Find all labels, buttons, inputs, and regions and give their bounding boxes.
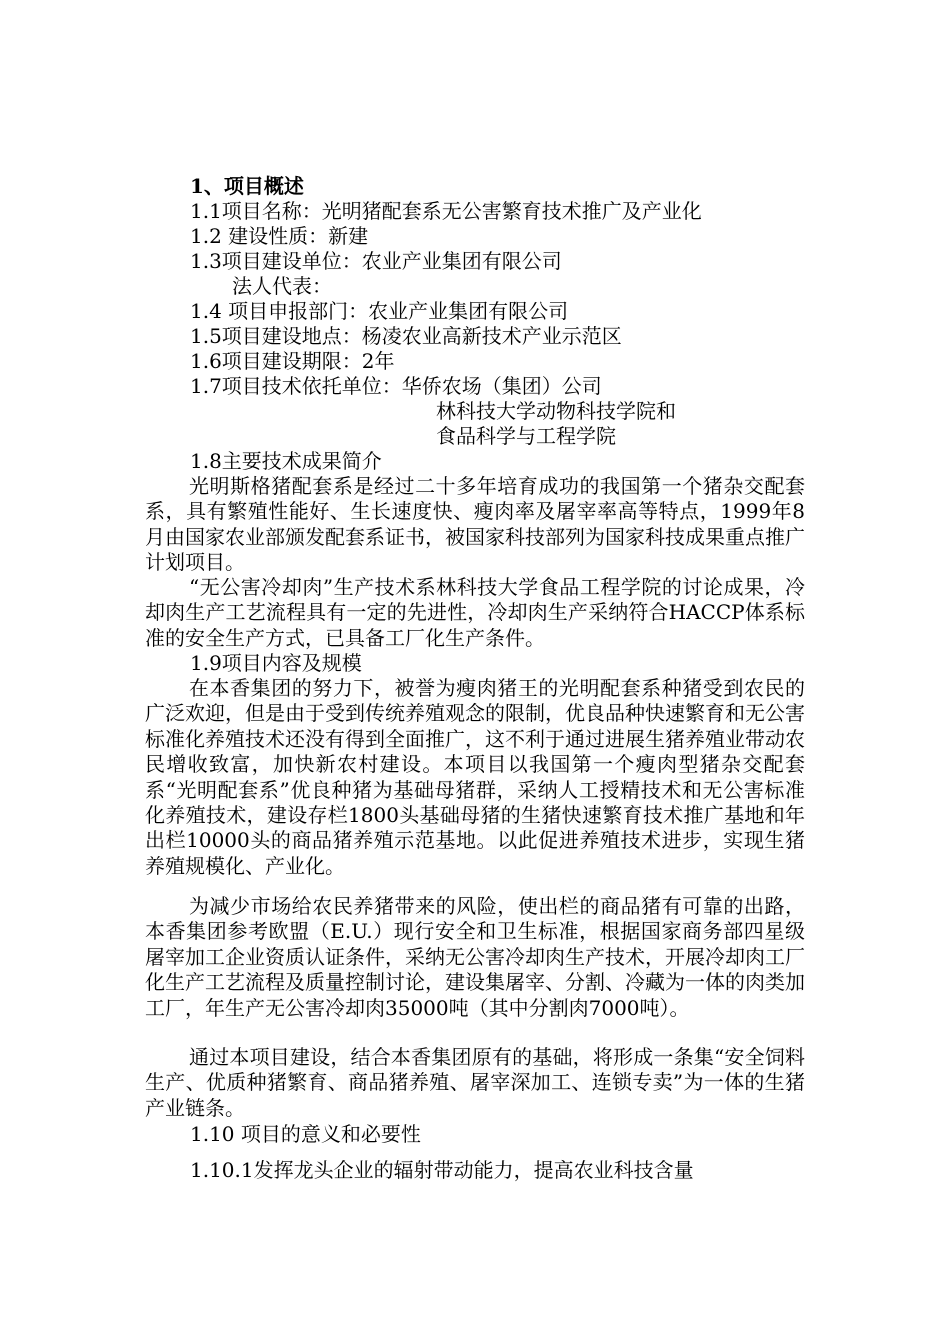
content-scale-heading: 1.9项目内容及规模 <box>190 651 362 675</box>
content-paragraph-2: 为减少市场给农民养猪带来的风险，使出栏的商品猪有可靠的出路，本香集团参考欧盟（E.U.）现行安全和卫生标准，根据国家商务部四星级屠宰加工企业资质认证条件，采纳无公害冷却肉生产技术，开展冷却肉工厂化生产工艺流程及质量控制讨论，建设集屠宰、分割、冷藏为一体的肉类加工厂，年生产无公害冷却肉35000吨（其中分割肉7000吨）。 <box>145 894 805 1020</box>
construction-nature-line: 1.2 建设性质：新建 <box>190 224 369 248</box>
achievements-heading: 1.8主要技术成果简介 <box>190 449 382 473</box>
project-name-line: 1.1项目名称：光明猪配套系无公害繁育技术推广及产业化 <box>190 199 702 223</box>
section-heading: 1、项目概述 <box>190 174 304 198</box>
technical-support-unit-line: 1.7项目技术依托单位：华侨农场（集团）公司 <box>190 374 602 398</box>
legal-representative-line: 法人代表： <box>232 274 332 298</box>
content-paragraph-3: 通过本项目建设，结合本香集团原有的基础，将形成一条集“安全饲料生产、优质种猪繁育、商品猪养殖、屠宰深加工、连锁专卖”为一体的生猪产业链条。 <box>145 1045 805 1120</box>
construction-unit-line: 1.3项目建设单位：农业产业集团有限公司 <box>190 249 562 273</box>
content-paragraph-1: 在本香集团的努力下，被誉为瘦肉猪王的光明配套系种猪受到农民的广泛欢迎，但是由于受到传统养殖观念的限制，优良品种快速繁育和无公害标准化养殖技术还没有得到全面推广，这不利于通过进展生猪养殖业带动农民增收致富，加快新农村建设。本项目以我国第一个瘦肉型猪杂交配套系“光明配套系”优良种猪为基础母猪群，采纳人工授精技术和无公害标准化养殖技术，建设存栏1800头基础母猪的生猪快速繁育技术推广基地和年出栏10000头的商品猪养殖示范基地。以此促进养殖技术进步，实现生猪养殖规模化、产业化。 <box>145 676 805 878</box>
technical-support-unit-line-2: 林科技大学动物科技学院和 <box>436 399 676 423</box>
technical-support-unit-line-3: 食品科学与工程学院 <box>436 424 616 448</box>
declaring-department-line: 1.4 项目申报部门：农业产业集团有限公司 <box>190 299 569 323</box>
construction-period-line: 1.6项目建设期限：2年 <box>190 349 395 373</box>
achievements-paragraph-2: “无公害冷却肉”生产技术系林科技大学食品工程学院的讨论成果，冷却肉生产工艺流程具有一定的先进性，冷却肉生产采纳符合HACCP体系标准的安全生产方式，已具备工厂化生产条件。 <box>145 575 805 650</box>
achievements-paragraph-1: 光明斯格猪配套系是经过二十多年培育成功的我国第一个猪杂交配套系，具有繁殖性能好、生长速度快、瘦肉率及屠宰率高等特点，1999年8月由国家农业部颁发配套系证书，被国家科技部列为国家科技成果重点推广计划项目。 <box>145 474 805 575</box>
construction-location-line: 1.5项目建设地点：杨凌农业高新技术产业示范区 <box>190 324 622 348</box>
subsection-heading-1-10-1: 1.10.1发挥龙头企业的辐射带动能力，提高农业科技含量 <box>190 1158 694 1182</box>
significance-heading: 1.10 项目的意义和必要性 <box>190 1122 421 1146</box>
